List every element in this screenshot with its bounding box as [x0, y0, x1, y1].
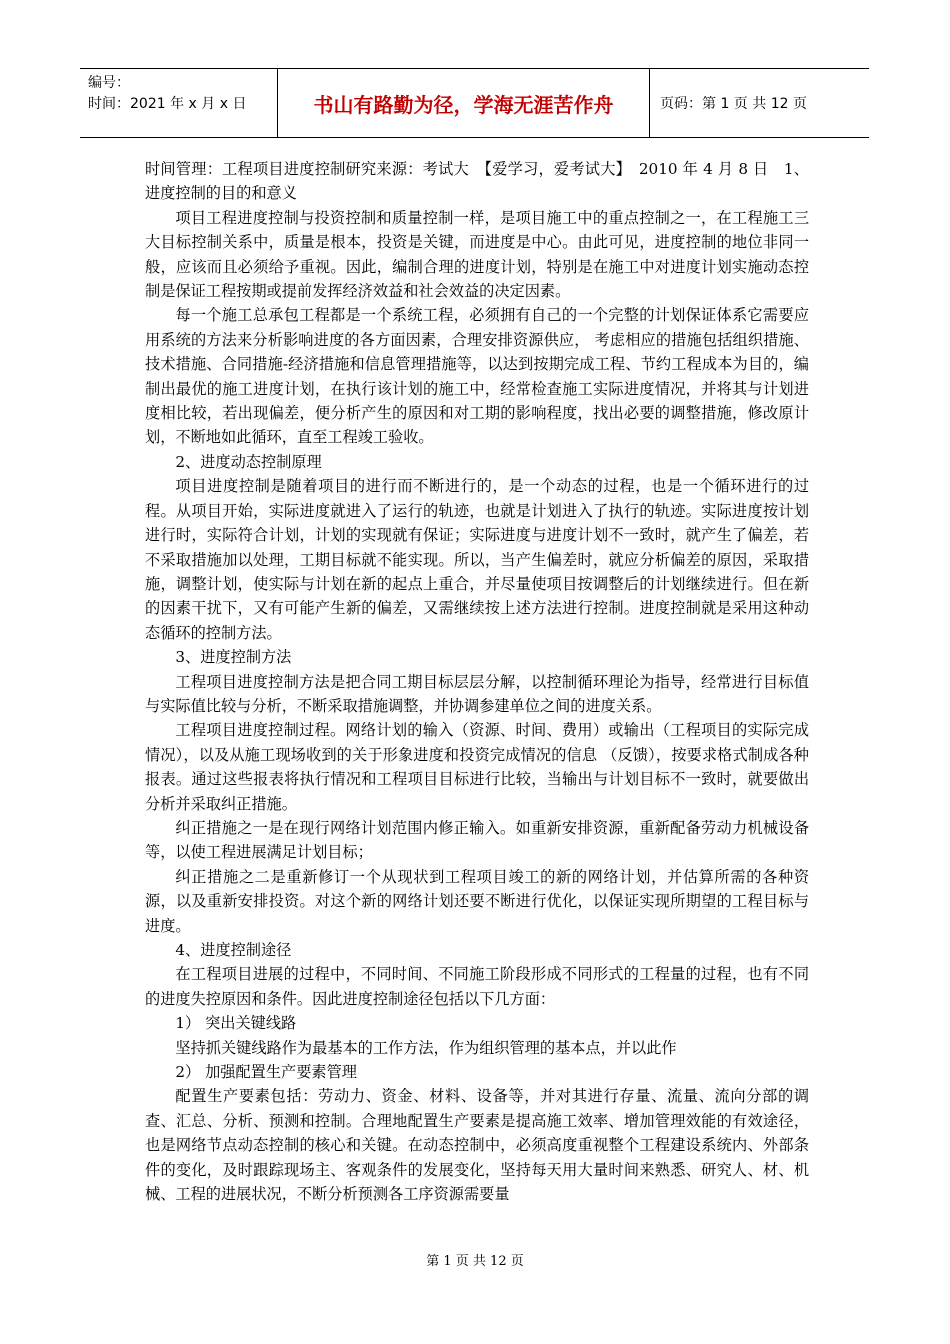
header-page-number: 页码：第 1 页 共 12 页 — [660, 96, 807, 112]
header-meta — [80, 69, 278, 137]
paragraph: 配置生产要素包括：劳动力、资金、材料、设备等，并对其进行存量、流量、流向分部的调查、汇总、分析、预测和控制。合理地配置生产要素是提高施工效率、增加管理效能的有效途径，也是网络节点动态控制的核心和关键。在动态控制中，必须高度重视整个工程建设系统内、外部条件的变化，及时跟踪现场主、客观条件的发展变化，坚持每天用大量时间来熟悉、研究人、材、机械、工程的进展状况，不断分析预测各工序资源需要量 — [145, 1087, 809, 1204]
paragraph: 工程项目进度控制过程。网络计划的输入（资源、时间、费用）或输出（工程项目的实际完成情况），以及从施工现场收到的关于形象进度和投资完成情况的信息 （反馈），按要求格式制成各种报表。通过这些报表将执行情况和工程项目目标进行比较，当输出与计划目标不一致时，就要做出分析并采取纠正措施。 — [145, 721, 809, 813]
section-heading: 2、进度动态控制原理 — [175, 452, 322, 471]
intro-line: 时间管理：工程项目进度控制研究来源：考试大 【爱学习，爱考试大】 2010 年 4 月 8 日 1、进度控制的目的和意义 — [145, 160, 809, 203]
document-number: 编号： — [88, 75, 130, 91]
header-motto: 书山有路勤为径，学海无涯苦作舟 — [278, 69, 650, 137]
section-heading: 3、进度控制方法 — [175, 648, 292, 667]
document-date: 时间：2021 年 x 月 x 日 — [88, 96, 247, 112]
paragraph: 项目进度控制是随着项目的进行而不断进行的，是一个动态的过程，也是一个循环进行的过程。从项目开始，实际进度就进入了运行的轨迹，也就是计划进入了执行的轨迹。实际进度按计划进行时，实际符合计划，计划的实现就有保证；实际进度与进度计划不一致时，就产生了偏差，若不采取措施加以处理，工期目标就不能实现。所以，当产生偏差时，就应分析偏差的原因，采取措施，调整计划，使实际与计划在新的起点上重合，并尽量使项目按调整后的计划继续进行。但在新的因素干扰下，又有可能产生新的偏差，又需继续按上述方法进行控制。进度控制就是采用这种动态循环的控制方法。 — [145, 477, 809, 642]
paragraph: 项目工程进度控制与投资控制和质量控制一样，是项目施工中的重点控制之一，在工程施工三大目标控制关系中，质量是根本，投资是关键，而进度是中心。由此可见，进度控制的地位非同一般，应该而且必须给予重视。因此，编制合理的进度计划，特别是在施工中对进度计划实施动态控制是保证工程按期或提前发挥经济效益和社会效益的决定因素。 — [145, 208, 809, 301]
page-header — [80, 68, 869, 138]
paragraph: 每一个施工总承包工程都是一个系统工程，必须拥有自己的一个完整的计划保证体系它需要应用系统的方法来分析影响进度的各方面因素，合理安排资源供应， 考虑相应的措施包括组织措施、技术措施、合同措施-经济措施和信息管理措施等，以达到按期完成工程、节约工程成本为目的，编制出最优的施工进度计划，在执行该计划的施工中，经常检查施工实际进度情况，并将其与计划进度相比较，若出现偏差，便分析产生的原因和对工期的影响程度，找出必要的调整措施，修改原计划，不断地如此循环，直至工程竣工验收。 — [145, 306, 809, 447]
subsection-heading: 2） 加强配置生产要素管理 — [175, 1063, 357, 1082]
paragraph: 工程项目进度控制方法是把合同工期目标层层分解，以控制循环理论为指导，经常进行目标值与实际值比较与分析，不断采取措施调整，并协调参建单位之间的进度关系。 — [145, 672, 809, 715]
document-body — [145, 157, 809, 1206]
paragraph: 坚持抓关键线路作为最基本的工作方法，作为组织管理的基本点，并以此作 — [175, 1038, 677, 1057]
section-heading: 4、进度控制途径 — [175, 941, 292, 959]
paragraph: 纠正措施之二是重新修订一个从现状到工程项目竣工的新的网络计划，并估算所需的各种资源，以及重新安排投资。对这个新的网络计划还要不断进行优化，以保证实现所期望的工程目标与进度。 — [145, 867, 809, 935]
page-footer: 第 1 页 共 12 页 — [426, 1254, 524, 1269]
paragraph: 纠正措施之一是在现行网络计划范围内修正输入。如重新安排资源，重新配备劳动力机械设备等，以使工程进展满足计划目标； — [145, 818, 809, 862]
paragraph: 在工程项目进展的过程中，不同时间、不同施工阶段形成不同形式的工程量的过程，也有不同的进度失控原因和条件。因此进度控制途径包括以下几方面： — [145, 965, 809, 1008]
subsection-heading: 1） 突出关键线路 — [175, 1014, 297, 1033]
